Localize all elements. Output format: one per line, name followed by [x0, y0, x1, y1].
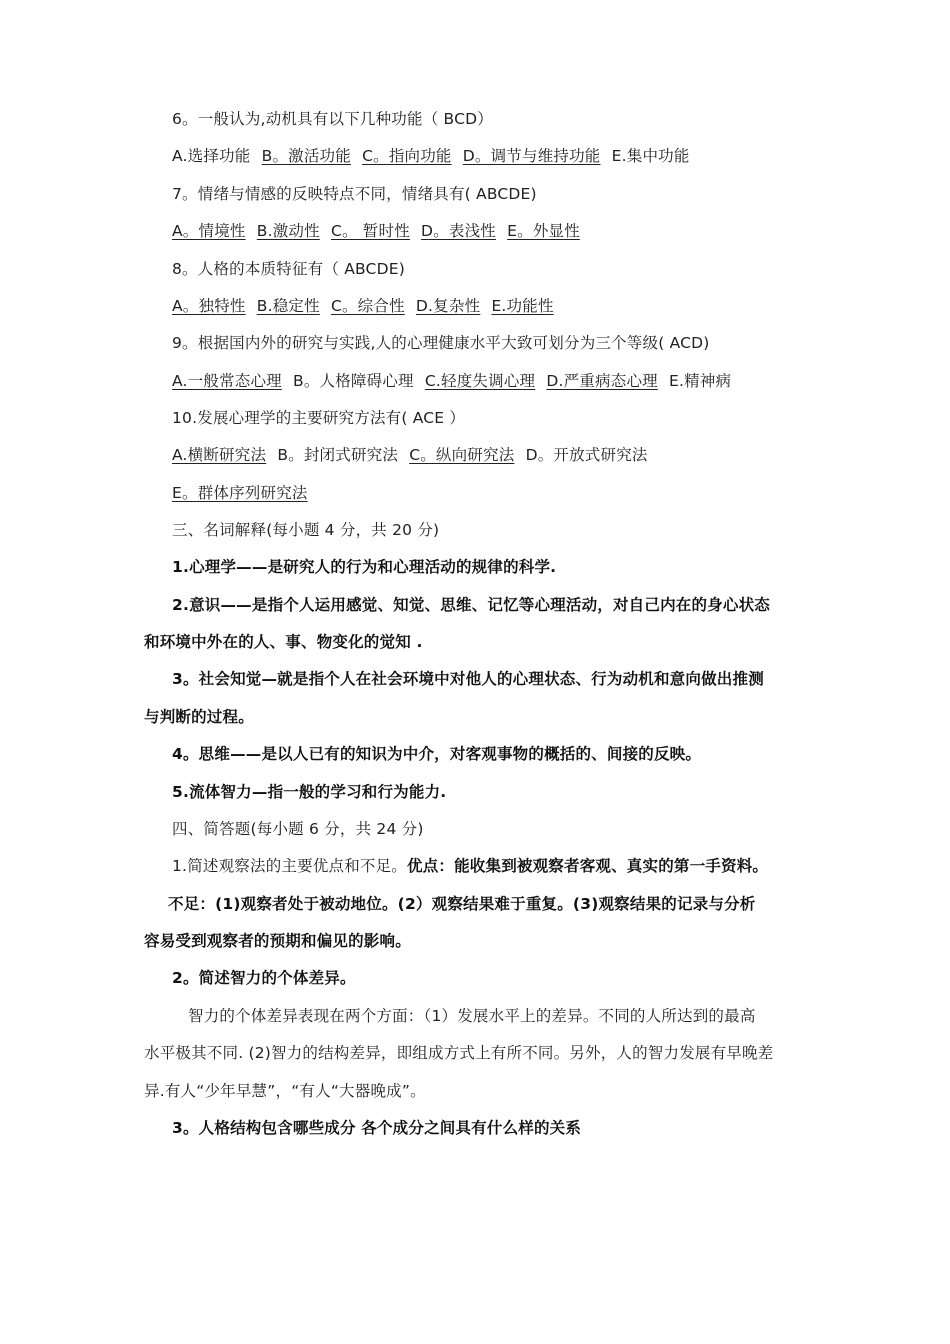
- term-social-perception-line2: 与判断的过程。: [144, 708, 254, 726]
- q9-option-b: B。人格障碍心理: [293, 372, 414, 390]
- term-thinking: 4。思维——是以人已有的知识为中介，对客观事物的概括的、间接的反映。: [172, 745, 702, 763]
- q9-option-c: C.轻度失调心理: [424, 372, 536, 390]
- q6-options: [172, 145, 690, 167]
- q9-option-a: A.一般常态心理: [172, 372, 282, 390]
- q8-option-e: E.功能性: [491, 297, 554, 315]
- term-fluid-intelligence: 5.流体智力—指一般的学习和行为能力.: [172, 783, 447, 801]
- q10-option-c: C。纵向研究法: [409, 446, 515, 464]
- q8-stem: 8。人格的本质特征有（ ABCDE): [172, 260, 405, 278]
- q7-option-a: A。情境性: [172, 222, 246, 240]
- q2-answer-line2: 水平极其不同. (2)智力的结构差异，即组成方式上有所不同。另外，人的智力发展有早晚差: [144, 1044, 774, 1062]
- q2-answer-line3: 异.有人“少年早慧”，“有人“大器晚成”。: [144, 1082, 426, 1100]
- q8-options: [172, 295, 554, 317]
- q10-options-continued: [172, 482, 308, 504]
- q8-option-c: C。综合性: [330, 297, 405, 315]
- q6-option-c: C。指向功能: [362, 147, 452, 165]
- q9-stem: 9。根据国内外的研究与实践,人的心理健康水平大致可划分为三个等级( ACD): [172, 334, 710, 352]
- q7-option-d: D。表浅性: [421, 222, 496, 240]
- section4-heading: 四、简答题(每小题 6 分，共 24 分): [172, 820, 424, 838]
- q6-stem: 6。一般认为,动机具有以下几种功能（ BCD）: [172, 110, 493, 128]
- q9-options: [172, 370, 731, 392]
- q10-options: [172, 444, 648, 466]
- term-consciousness-line1: 2.意识——是指个人运用感觉、知觉、思维、记忆等心理活动，对自己内在的身心状态: [172, 596, 770, 614]
- q10-stem: 10.发展心理学的主要研究方法有( ACE ）: [172, 409, 466, 427]
- q3-stem: 3。人格结构包含哪些成分 各个成分之间具有什么样的关系: [172, 1119, 582, 1137]
- q10-option-d: D。开放式研究法: [525, 446, 648, 464]
- q1-disadvantage-line2: 容易受到观察者的预期和偏见的影响。: [144, 932, 411, 950]
- q1-advantage: 优点：能收集到被观察者客观、真实的第一手资料。: [407, 857, 769, 875]
- q2-answer-line1: 智力的个体差异表现在两个方面：（1）发展水平上的差异。不同的人所达到的最高: [188, 1007, 756, 1025]
- q6-option-d: D。调节与维持功能: [462, 147, 601, 165]
- q8-option-b: B.稳定性: [256, 297, 320, 315]
- q1-observation: [172, 855, 768, 877]
- q10-option-a: A.横断研究法: [172, 446, 267, 464]
- q9-option-e: E.精神病: [668, 372, 732, 390]
- q7-option-b: B.激动性: [256, 222, 320, 240]
- q6-option-e: E.集中功能: [611, 147, 690, 165]
- term-psychology: 1.心理学——是研究人的行为和心理活动的规律的科学.: [172, 558, 557, 576]
- q6-option-a: A.选择功能: [172, 147, 251, 165]
- q8-option-a: A。独特性: [172, 297, 246, 315]
- q7-stem: 7。情绪与情感的反映特点不同，情绪具有( ABCDE): [172, 185, 537, 203]
- q7-option-e: E。外显性: [507, 222, 580, 240]
- term-consciousness-line2: 和环境中外在的人、事、物变化的觉知 .: [144, 633, 423, 651]
- q6-option-b: B。激活功能: [261, 147, 351, 165]
- q10-option-b: B。封闭式研究法: [277, 446, 399, 464]
- q2-stem: 2。简述智力的个体差异。: [172, 969, 356, 987]
- q7-options: [172, 220, 580, 242]
- q1-disadvantage-line1: 不足：(1)观察者处于被动地位。(2）观察结果难于重复。(3)观察结果的记录与分析: [168, 895, 756, 913]
- q1-stem: 1.简述观察法的主要优点和不足。: [172, 857, 407, 875]
- q8-option-d: D.复杂性: [415, 297, 481, 315]
- q7-option-c: C。 暂时性: [330, 222, 410, 240]
- q9-option-d: D.严重病态心理: [546, 372, 658, 390]
- term-social-perception-line1: 3。社会知觉—就是指个人在社会环境中对他人的心理状态、行为动机和意向做出推测: [172, 670, 764, 688]
- q10-option-e: E。群体序列研究法: [172, 484, 308, 502]
- section3-heading: 三、名词解释(每小题 4 分，共 20 分): [172, 521, 440, 539]
